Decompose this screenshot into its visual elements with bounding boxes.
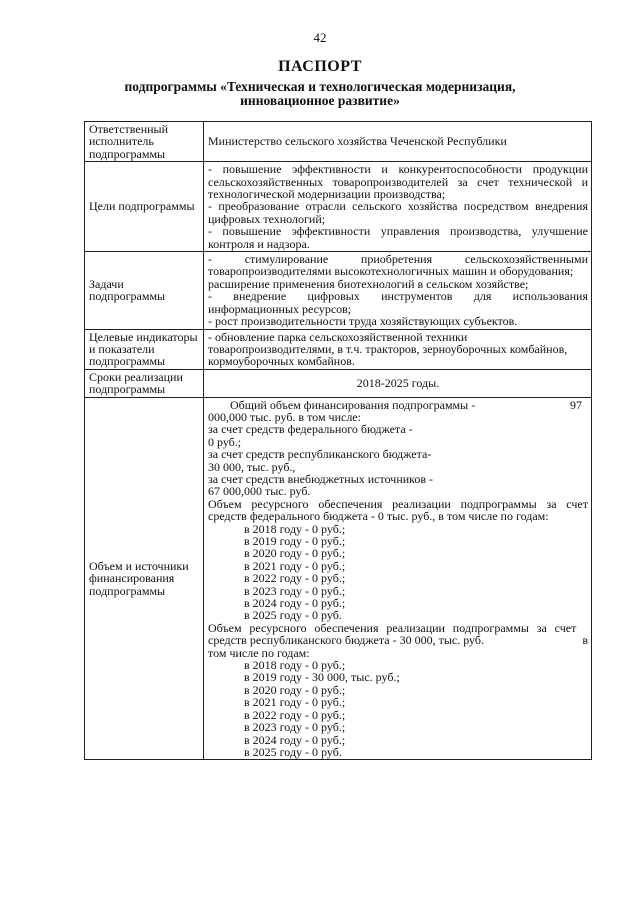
funding-line: 67 000,000 тыс. руб. — [208, 484, 311, 499]
row-goals — [85, 162, 592, 252]
goals-label: Цели подпрограммы — [85, 162, 204, 252]
funding-line: 30 000, тыс. руб., — [208, 459, 296, 474]
terms-value: 2018-2025 годы. — [204, 369, 592, 397]
passport-table — [84, 121, 592, 760]
federal-year: в 2021 году - 0 руб.; — [244, 558, 346, 573]
federal-year: в 2025 году - 0 руб. — [244, 608, 342, 623]
federal-year: в 2020 году - 0 руб.; — [244, 546, 346, 561]
indicators-value: - обновление парка сельскохозяйственной техники товаропроизводителями, в т.ч. тракторов, зерноуборочных комбайнов, кормоуборочных комбайнов. — [204, 329, 592, 369]
indicators-label: Целевые индикаторы и показатели подпрограммы — [85, 329, 204, 369]
funding-line: за счет средств внебюджетных источников - — [208, 471, 434, 486]
row-indicators — [85, 329, 592, 369]
funding-line: 0 руб.; — [208, 434, 242, 449]
executor-value: Министерство сельского хозяйства Чеченской Республики — [204, 122, 592, 162]
terms-label: Сроки реализации подпрограммы — [85, 369, 204, 397]
republic-year: в 2022 году - 0 руб.; — [244, 707, 346, 722]
task-item: - стимулирование приобретения сельскохозяйственными товаропроизводителями высокотехнологичных машин и оборудования; — [208, 252, 588, 279]
funding-label: Объем и источники финансирования подпрограммы — [85, 397, 204, 760]
page-number: 42 — [313, 30, 327, 45]
funding-line: за счет средств республиканского бюджета- — [208, 447, 432, 462]
goal-item: - повышение эффективности управления производства, улучшение контроля и надзора. — [208, 224, 588, 251]
republic-intro-tail: в — [582, 633, 588, 648]
republic-intro-cont: том числе по годам: — [208, 645, 310, 660]
goals-value — [204, 162, 592, 252]
republic-intro-line — [208, 622, 588, 647]
document-title: ПАСПОРТ — [278, 58, 362, 75]
federal-year: в 2022 году - 0 руб.; — [244, 571, 346, 586]
row-tasks — [85, 252, 592, 329]
republic-year: в 2024 году - 0 руб.; — [244, 732, 346, 747]
task-item: - внедрение цифровых инструментов для использования информационных ресурсов; — [208, 289, 588, 316]
federal-intro: Объем ресурсного обеспечения реализации подпрограммы за счет средств федерального бюджета - 0 тыс. руб., в том числе по годам: — [208, 496, 588, 524]
funding-total-cont: 000,000 тыс. руб. в том числе: — [208, 409, 361, 424]
goal-item: - повышение эффективности и конкурентоспособности продукции сельскохозяйственных товаропроизводителей за счет технической и технологической модернизации производства; — [208, 162, 588, 202]
republic-year: в 2021 году - 0 руб.; — [244, 695, 346, 710]
federal-year: в 2024 году - 0 руб.; — [244, 596, 346, 611]
republic-year: в 2025 году - 0 руб. — [244, 744, 342, 759]
document-subtitle: подпрограммы «Техническая и технологическая модернизация, инновационное развитие» — [124, 79, 516, 108]
republic-intro: Объем ресурсного обеспечения реализации подпрограммы за счет средств республиканского бюджета - 30 000, тыс. руб. — [208, 620, 577, 648]
executor-label: Ответственный исполнитель подпрограммы — [85, 122, 204, 162]
republic-year: в 2019 году - 30 000, тыс. руб.; — [244, 670, 400, 685]
goal-item: - преобразование отрасли сельского хозяйства посредством внедрения цифровых технологий; — [208, 199, 588, 226]
funding-value — [204, 397, 592, 760]
funding-total-right: 97 — [570, 397, 582, 412]
republic-year: в 2023 году - 0 руб.; — [244, 720, 346, 735]
task-item: расширение применения биотехнологий в сельском хозяйстве; — [208, 276, 529, 291]
task-item: - рост производительности труда хозяйствующих субъектов. — [208, 314, 518, 329]
republic-year: в 2018 году - 0 руб.; — [244, 658, 346, 673]
republic-year: в 2020 году - 0 руб.; — [244, 682, 346, 697]
federal-year: в 2023 году - 0 руб.; — [244, 583, 346, 598]
funding-total-left: Общий объем финансирования подпрограммы - — [230, 397, 476, 412]
row-executor — [85, 122, 592, 162]
federal-year: в 2018 году - 0 руб.; — [244, 521, 346, 536]
row-terms — [85, 369, 592, 397]
funding-line: за счет средств федерального бюджета - — [208, 422, 413, 437]
row-funding — [85, 397, 592, 760]
tasks-label: Задачи подпрограммы — [85, 252, 204, 329]
federal-year: в 2019 году - 0 руб.; — [244, 534, 346, 548]
tasks-value — [204, 252, 592, 329]
